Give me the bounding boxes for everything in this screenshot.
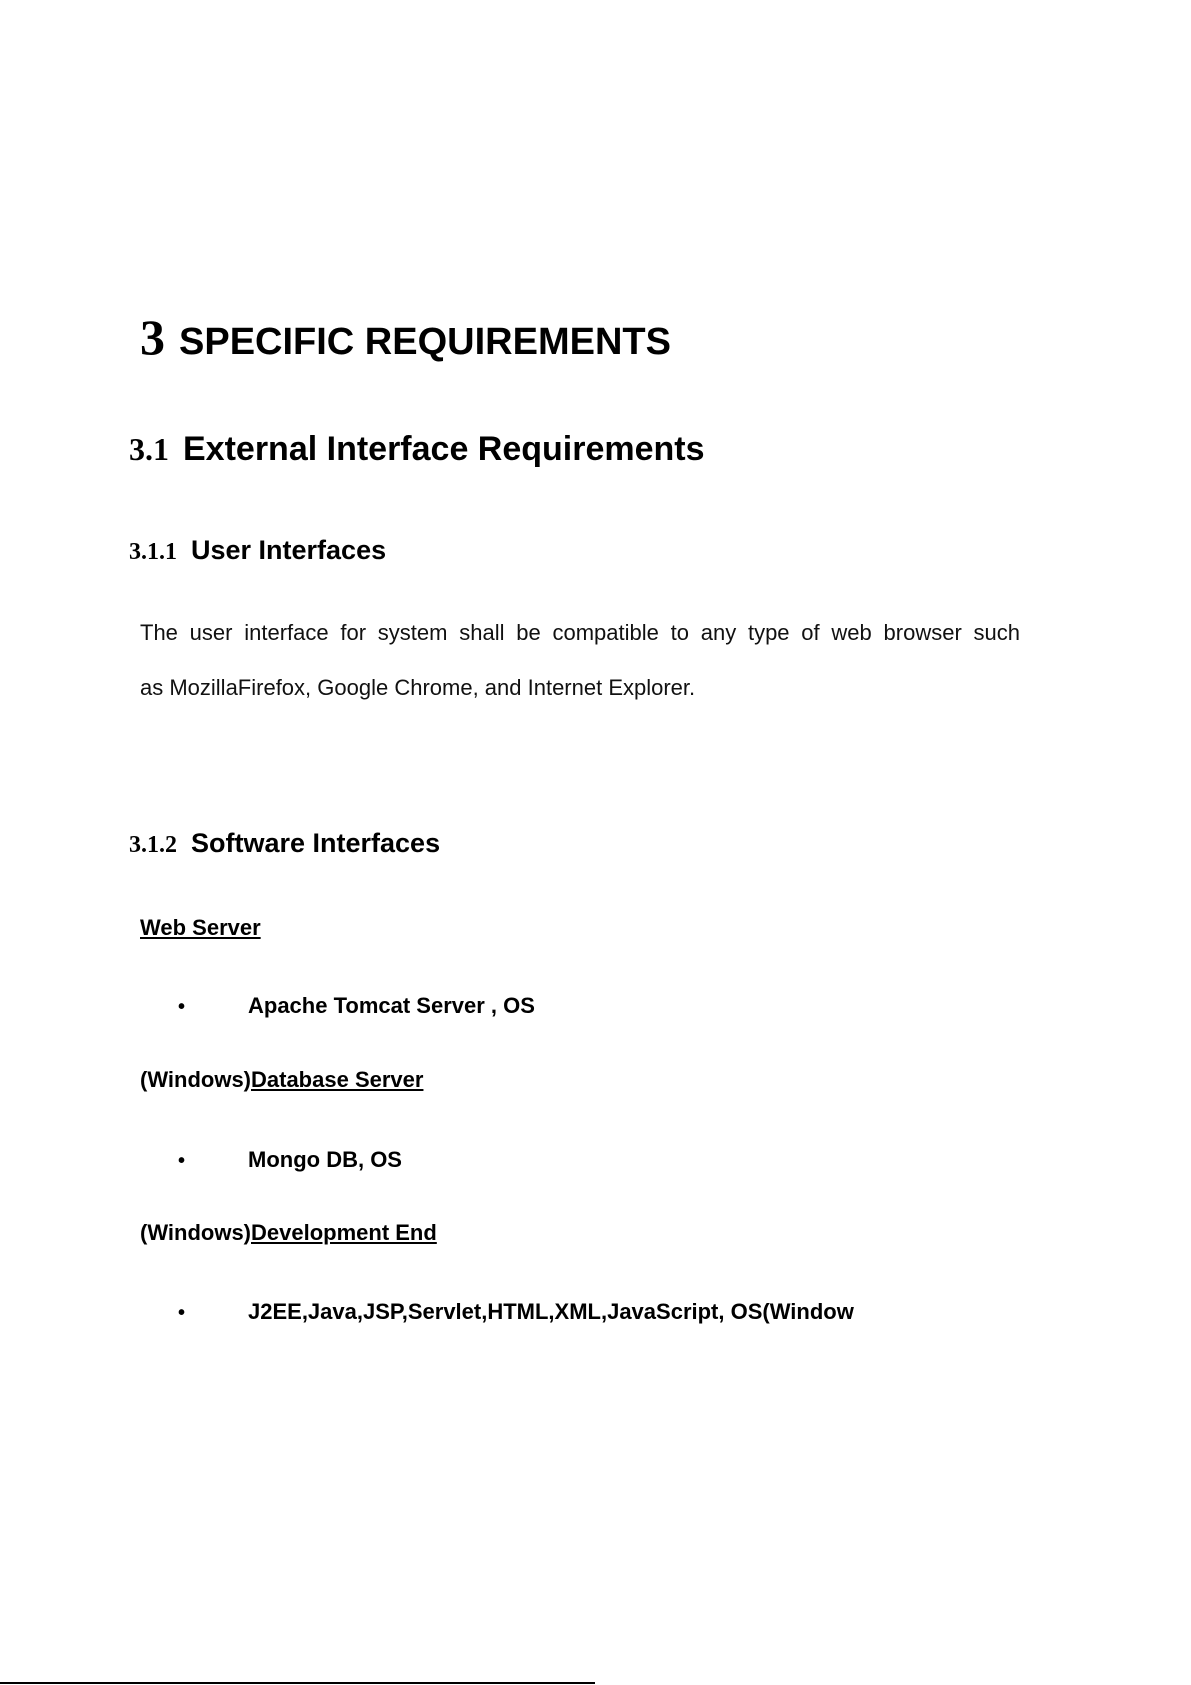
subsection-number: 3.1 <box>129 431 169 467</box>
user-interfaces-heading <box>129 535 386 566</box>
list-item <box>178 993 535 1019</box>
list-item-text: J2EE,Java,JSP,Servlet,HTML,XML,JavaScript, OS(Window <box>248 1299 854 1324</box>
web-server-label: Web Server <box>140 915 261 940</box>
os-windows-text: (Windows) <box>140 1067 251 1092</box>
software-interfaces-title: Software Interfaces <box>191 828 441 858</box>
database-server-label: Database Server <box>251 1067 424 1092</box>
subsection-title: External Interface Requirements <box>183 430 705 468</box>
software-interfaces-heading <box>129 828 440 859</box>
database-server-line <box>140 1067 423 1093</box>
list-item <box>178 1147 402 1173</box>
bullet-icon: • <box>178 996 186 1018</box>
user-interfaces-title: User Interfaces <box>191 535 387 565</box>
user-interfaces-number: 3.1.1 <box>129 539 177 565</box>
section-number: 3 <box>140 309 165 365</box>
footer-rule <box>0 1682 595 1684</box>
list-item-text: Apache Tomcat Server , OS <box>248 993 535 1018</box>
software-interfaces-number: 3.1.2 <box>129 832 177 858</box>
user-interfaces-paragraph-line-1: The user interface for system shall be compatible to any type of web browser such <box>140 620 1020 645</box>
section-heading <box>140 308 671 366</box>
subsection-heading <box>129 430 705 469</box>
development-end-line <box>140 1220 437 1246</box>
list-item <box>178 1299 854 1325</box>
bullet-icon: • <box>178 1150 186 1172</box>
list-item-text: Mongo DB, OS <box>248 1147 402 1172</box>
development-end-label: Development End <box>251 1220 437 1245</box>
section-title: SPECIFIC REQUIREMENTS <box>179 321 671 363</box>
bullet-icon: • <box>178 1302 186 1324</box>
os-windows-text: (Windows) <box>140 1220 251 1245</box>
user-interfaces-paragraph-line-2: as MozillaFirefox, Google Chrome, and Internet Explorer. <box>140 675 696 700</box>
